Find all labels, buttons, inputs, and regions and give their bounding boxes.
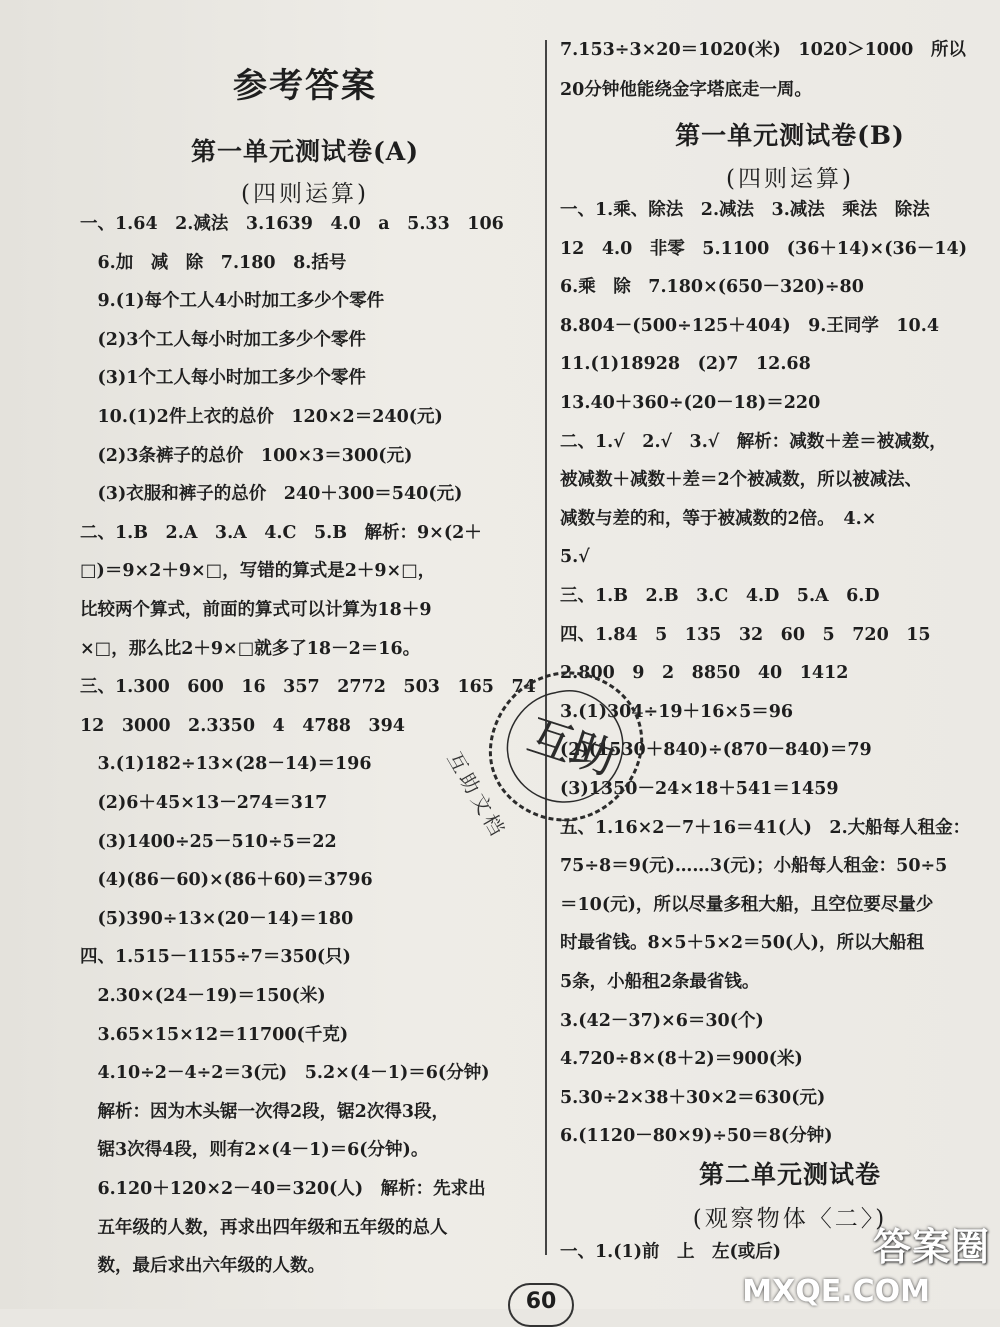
section-title-1b: 第一单元测试卷(B) xyxy=(675,121,905,150)
answer-line: 四、1.84 5 135 32 60 5 720 15 xyxy=(560,624,931,645)
answer-line: ＝10(元)，所以尽量多租大船，且空位要尽量少 xyxy=(560,894,934,915)
answer-line: 9.(1)每个工人4小时加工多少个零件 xyxy=(80,291,385,312)
answer-line: (3)1个工人每小时加工多少个零件 xyxy=(80,368,366,389)
answer-line: 6.(1120－80×9)÷50＝8(分钟) xyxy=(560,1126,833,1147)
answer-line: 6.乘 除 7.180×(650－320)÷80 xyxy=(560,277,864,298)
answer-line: 6.120＋120×2－40＝320(人) 解析：先求出 xyxy=(80,1179,486,1199)
answer-line: 4.10÷2－4÷2＝3(元) 5.2×(4－1)＝6(分钟) xyxy=(80,1063,490,1084)
answer-line: ×□，那么比2＋9×□就多了18－2＝16。 xyxy=(80,638,421,659)
answer-line: 4.720÷8×(8＋2)＝900(米) xyxy=(560,1049,803,1070)
answer-line: 三、1.300 600 16 357 2772 503 165 74 xyxy=(80,677,536,698)
page-number: 60 xyxy=(508,1283,574,1327)
answer-line: (3)衣服和裤子的总价 240＋300＝540(元) xyxy=(80,484,463,505)
answer-line: 12 4.0 非零 5.1100 (36＋14)×(36－14) xyxy=(560,238,967,259)
answer-line: 五、1.16×2－7＋16＝41(人) 2.大船每人租金： xyxy=(560,817,971,838)
answer-line: 3.(42－37)×6＝30(个) xyxy=(560,1010,764,1031)
answer-line: 6.加 减 除 7.180 8.括号 xyxy=(80,252,347,273)
answer-line: 三、1.B 2.B 3.C 4.D 5.A 6.D xyxy=(560,586,880,606)
answer-line: 比较两个算式，前面的算式可以计算为18＋9 xyxy=(80,600,432,620)
stamp-main-text: 互助 xyxy=(521,709,622,786)
answer-line: □)＝9×2＋9×□，写错的算式是2＋9×□， xyxy=(80,561,436,582)
answer-line: 时最省钱。8×5＋5×2＝50(人)，所以大船租 xyxy=(560,933,924,954)
section-title-2: 第二单元测试卷 xyxy=(698,1160,881,1189)
answer-line: 3.(1)182÷13×(28－14)＝196 xyxy=(80,754,372,775)
answer-line: 10.(1)2件上衣的总价 120×2＝240(元) xyxy=(80,407,443,427)
page-title: 参考答案 xyxy=(233,66,377,106)
answer-line: 5条，小船租2条最省钱。 xyxy=(560,972,760,992)
answer-line: 2.30×(24－19)＝150(米) xyxy=(80,986,326,1006)
answer-line: 四、1.515－1155÷7＝350(只) xyxy=(80,947,351,968)
column-divider xyxy=(545,40,547,1255)
answer-line: 一、1.64 2.减法 3.1639 4.0 a 5.33 106 xyxy=(80,214,504,234)
stamp-seal xyxy=(480,660,650,830)
answer-line: (3)1400÷25－510÷5＝22 xyxy=(80,831,337,852)
answer-line: 2.800 9 2 8850 40 1412 xyxy=(560,663,849,684)
watermark-logo: 答案圈 xyxy=(872,1225,990,1269)
answer-line: (2)6＋45×13－274＝317 xyxy=(80,793,328,813)
answer-line: 11.(1)18928 (2)7 12.68 xyxy=(560,354,811,375)
answer-line-last: 一、1.(1)前 上 左(或后) xyxy=(560,1242,782,1262)
answer-line: (2)3条裤子的总价 100×3＝300(元) xyxy=(80,445,413,466)
answer-line: (3)1350－24×18＋541＝1459 xyxy=(560,779,839,799)
answer-line: (2)3个工人每小时加工多少个零件 xyxy=(80,329,366,350)
answer-line: 减数与差的和，等于被减数的2倍。 4.× xyxy=(560,508,877,529)
answer-line: 解析：因为木头锯一次得2段，锯2次得3段， xyxy=(80,1101,450,1122)
answer-line: 13.40＋360÷(20－18)＝220 xyxy=(560,393,821,413)
section-title-1a: 第一单元测试卷(A) xyxy=(190,137,420,166)
answer-line: 8.804－(500÷125＋404) 9.王同学 10.4 xyxy=(560,315,940,336)
answer-line: 20分钟他能绕金字塔底走一周。 xyxy=(560,80,812,100)
answer-line: 锯3次得4段，则有2×(4－1)＝6(分钟)。 xyxy=(80,1140,429,1161)
answer-line: 5.√ xyxy=(560,547,590,568)
section-subtitle-1b: (四则运算) xyxy=(726,166,854,192)
answer-line: 一、1.乘、除法 2.减法 3.减法 乘法 除法 xyxy=(560,200,930,220)
stamp-ring-text: 互助文档 xyxy=(442,747,512,843)
answer-line: 3.65×15×12＝11700(千克) xyxy=(80,1024,349,1045)
answer-line: 7.153÷3×20＝1020(米) 1020＞1000 所以 xyxy=(560,40,966,60)
section-subtitle-2: (观察物体〈二〉) xyxy=(692,1206,888,1232)
answer-line: 二、1.B 2.A 3.A 4.C 5.B 解析：9×(2＋ xyxy=(80,522,482,543)
watermark-url: MXQE.COM xyxy=(742,1274,930,1309)
answer-line: (4)(86－60)×(86＋60)＝3796 xyxy=(80,870,373,891)
answer-line: 被减数＋减数＋差＝2个被减数，所以被减法、 xyxy=(560,470,923,491)
section-subtitle-1a: (四则运算) xyxy=(241,181,369,207)
answer-line: 数，最后求出六年级的人数。 xyxy=(80,1256,325,1277)
answer-line: 五年级的人数，再求出四年级和五年级的总人 xyxy=(80,1217,448,1238)
answer-line: 3.(1)304÷19＋16×5＝96 xyxy=(560,701,794,722)
answer-line: 75÷8＝9(元)……3(元)；小船每人租金：50÷5 xyxy=(560,856,948,877)
answer-line: (2)(1530＋840)÷(870－840)＝79 xyxy=(560,740,872,761)
answer-line: 12 3000 2.3350 4 4788 394 xyxy=(80,715,405,736)
answer-line: 5.30÷2×38＋30×2＝630(元) xyxy=(560,1087,826,1108)
answer-line: (5)390÷13×(20－14)＝180 xyxy=(80,908,354,929)
answer-line: 二、1.√ 2.√ 3.√ 解析：减数＋差＝被减数， xyxy=(560,431,947,452)
